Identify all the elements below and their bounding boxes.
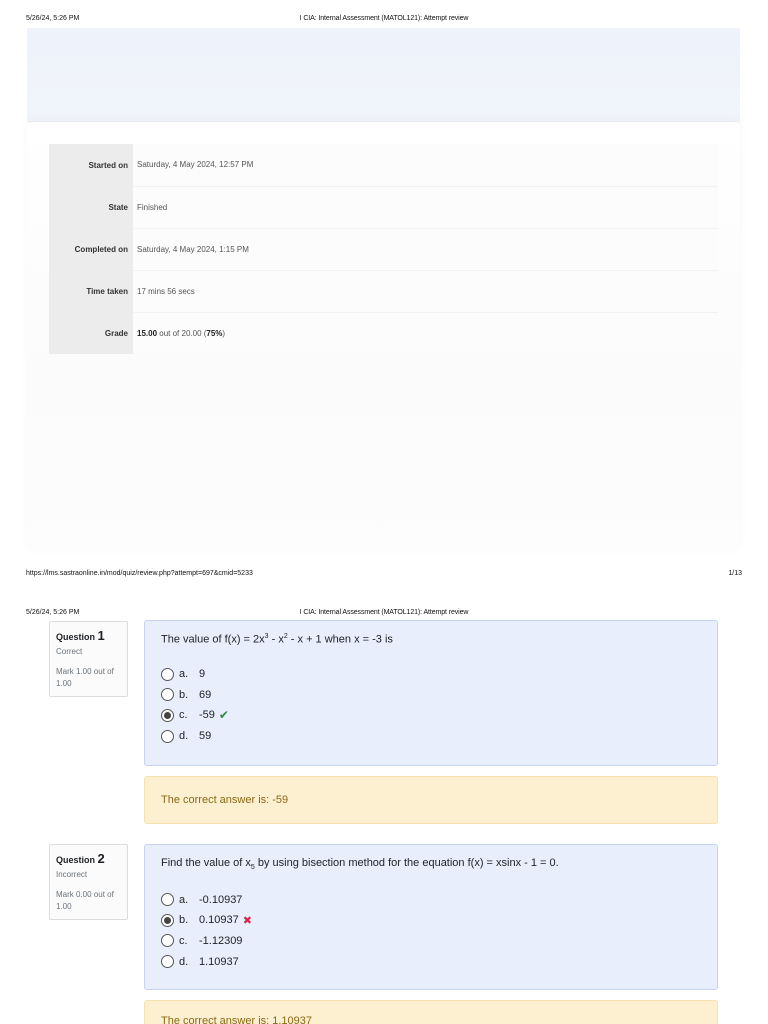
summary-value: [133, 312, 718, 354]
question-number: Question 1: [56, 628, 105, 643]
radio-button[interactable]: [161, 730, 174, 743]
question-state: Incorrect: [56, 870, 88, 879]
summary-value: Saturday, 4 May 2024, 1:15 PM: [133, 228, 718, 270]
answer-option[interactable]: d. 59: [161, 726, 701, 747]
question-text: Find the value of $x_5$ by using bisection method for the equation f(x) = xsinx - 1 = 0.: [161, 857, 559, 872]
answer-options: [161, 889, 701, 972]
grade-score: 15.00: [137, 328, 158, 338]
feedback-correct-answer: The correct answer is: -59: [144, 776, 718, 824]
grade-text: out of 20.00 (: [157, 328, 207, 338]
print-date: 5/26/24, 5:26 PM: [26, 15, 80, 22]
print-header: [0, 606, 768, 620]
answer-option[interactable]: d. 1.10937: [161, 951, 701, 972]
answer-option[interactable]: b. 69: [161, 684, 701, 705]
summary-label: Grade: [49, 312, 133, 354]
print-page-number: 1/13: [728, 570, 742, 577]
radio-button[interactable]: [161, 955, 174, 968]
radio-button-selected[interactable]: [161, 709, 174, 722]
question-content: [144, 844, 718, 990]
question-text: The value of $f(x) = 2x^3 - x^2 - x + 1$ when x = -3 is: [161, 633, 393, 646]
summary-row-completed: [49, 228, 718, 270]
radio-button[interactable]: [161, 688, 174, 701]
answer-option[interactable]: c. -1.12309: [161, 931, 701, 952]
question-info: [49, 844, 128, 920]
print-title: I CIA: Internal Assessment (MATOL121): Attempt review: [299, 15, 469, 22]
print-url: https://lms.sastraonline.in/mod/quiz/review.php?attempt=697&cmid=5233: [26, 570, 253, 577]
cross-icon: ✖: [242, 914, 252, 927]
question-number: Question 2: [56, 851, 105, 866]
grade-text-end: ): [222, 328, 226, 338]
check-icon: ✔: [218, 708, 229, 723]
print-date: 5/26/24, 5:26 PM: [26, 609, 80, 616]
radio-button[interactable]: [161, 934, 174, 947]
radio-button[interactable]: [161, 893, 174, 906]
answer-options: [161, 664, 701, 747]
feedback-correct-answer: The correct answer is: 1.10937: [144, 1000, 718, 1024]
summary-row-grade: [49, 312, 718, 354]
answer-option[interactable]: a. -0.10937: [161, 889, 701, 910]
question-mark: Mark 1.00 out of 1.00: [56, 667, 114, 688]
summary-label: Started on: [49, 144, 133, 186]
print-header: [0, 12, 768, 26]
answer-option[interactable]: b. 0.10937 ✖: [161, 910, 701, 931]
summary-row-state: [49, 186, 718, 228]
question-mark: Mark 0.00 out of 1.00: [56, 890, 114, 911]
summary-value: Finished: [133, 186, 718, 228]
summary-value: Saturday, 4 May 2024, 12:57 PM: [133, 144, 718, 186]
question-info: [49, 621, 128, 697]
summary-row-started: [49, 144, 718, 186]
summary-value: 17 mins 56 secs: [133, 270, 718, 312]
summary-label: Time taken: [49, 270, 133, 312]
print-title: I CIA: Internal Assessment (MATOL121): Attempt review: [299, 609, 469, 616]
radio-button[interactable]: [161, 668, 174, 681]
answer-option[interactable]: c. -59 ✔: [161, 705, 701, 726]
answer-option[interactable]: a. 9: [161, 664, 701, 685]
summary-label: State: [49, 186, 133, 228]
summary-row-time: [49, 270, 718, 312]
summary-label: Completed on: [49, 228, 133, 270]
radio-button-selected[interactable]: [161, 914, 174, 927]
quiz-summary-table: [49, 144, 718, 354]
grade-percent: 75%: [206, 328, 223, 338]
question-content: [144, 620, 718, 766]
page-header-banner: [27, 28, 740, 122]
question-state: Correct: [56, 647, 83, 656]
